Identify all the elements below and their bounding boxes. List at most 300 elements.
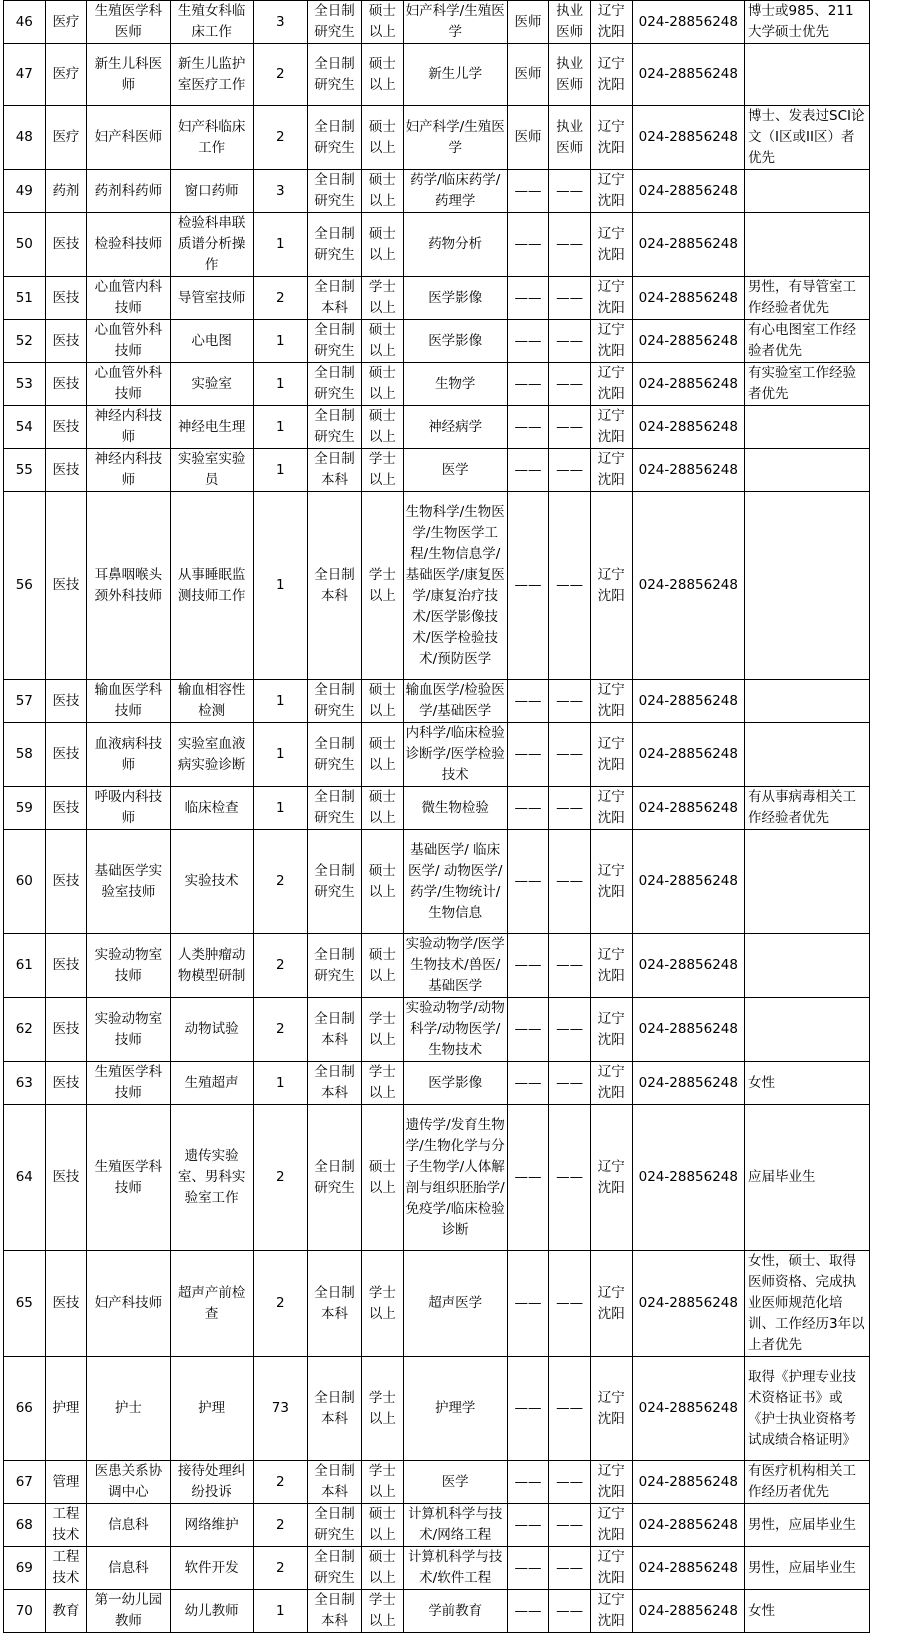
phone-text: 024-28856248 (638, 746, 738, 762)
location-cell (590, 106, 632, 170)
headcount-cell (253, 998, 307, 1062)
table-row (4, 830, 870, 934)
row-number-text: 55 (15, 461, 33, 478)
education-type-cell (307, 1504, 361, 1547)
category-cell (45, 106, 87, 170)
certificate-text: 执业医师 (556, 118, 584, 156)
phone-cell (632, 830, 744, 934)
degree-cell (362, 1504, 404, 1547)
requirements-cell (745, 1504, 870, 1547)
major-text: 生物科学/生物医学/生物医学工程/生物信息学/基础医学/康复医学/康复治疗技术/医学影像技术/医学检验技术/预防医学 (405, 503, 505, 667)
education-type-text: 全日制研究生 (314, 1549, 355, 1586)
education-type-text: 全日制研究生 (314, 55, 355, 93)
category-cell (45, 449, 87, 492)
headcount-cell (253, 934, 307, 998)
education-type-cell (307, 1461, 361, 1504)
education-type-cell (307, 277, 361, 320)
phone-cell (632, 1, 744, 44)
category-text: 医技 (52, 873, 80, 889)
requirements-cell (745, 1357, 870, 1461)
education-type-cell (307, 449, 361, 492)
headcount-text: 1 (276, 375, 285, 392)
headcount-text: 2 (276, 1295, 285, 1311)
table-row (4, 106, 870, 170)
category-text: 医技 (52, 799, 80, 816)
education-type-text: 全日制研究生 (314, 118, 355, 156)
professional-title-cell (507, 1547, 549, 1590)
phone-text: 024-28856248 (638, 1602, 738, 1619)
category-text: 医技 (52, 957, 80, 973)
degree-text: 学士以上 (368, 1463, 396, 1500)
requirements-cell (745, 213, 870, 277)
headcount-text: 1 (276, 799, 285, 816)
degree-text: 学士以上 (368, 1389, 396, 1427)
education-type-text: 全日制本科 (314, 1463, 355, 1500)
category-text: 医技 (52, 289, 80, 306)
professional-title-cell (507, 320, 549, 363)
professional-title-cell (507, 1, 549, 44)
location-cell (590, 1504, 632, 1547)
headcount-cell (253, 1547, 307, 1590)
category-cell (45, 1105, 87, 1251)
education-type-text: 全日制研究生 (314, 322, 355, 359)
degree-text: 硕士以上 (368, 735, 396, 773)
department-cell (87, 320, 170, 363)
row-number-text: 63 (15, 1074, 33, 1091)
education-type-cell (307, 363, 361, 406)
professional-title-text: 医师 (514, 66, 542, 82)
requirements-cell (745, 44, 870, 106)
department-text: 心血管内科技师 (94, 279, 163, 316)
education-type-text: 全日制研究生 (314, 408, 355, 445)
professional-title-text: —— (514, 1400, 542, 1416)
requirements-cell (745, 1590, 870, 1633)
education-type-text: 全日制研究生 (314, 682, 355, 719)
certificate-cell (549, 44, 591, 106)
degree-text: 学士以上 (368, 566, 396, 604)
degree-cell (362, 934, 404, 998)
degree-text: 学士以上 (368, 1592, 396, 1629)
professional-title-text: —— (514, 182, 542, 199)
department-cell (87, 934, 170, 998)
professional-title-cell (507, 363, 549, 406)
department-text: 心血管外科技师 (94, 365, 163, 402)
major-cell (403, 830, 507, 934)
headcount-cell (253, 449, 307, 492)
category-cell (45, 830, 87, 934)
professional-title-text: —— (514, 461, 542, 478)
phone-cell (632, 449, 744, 492)
certificate-cell (549, 363, 591, 406)
degree-cell (362, 787, 404, 830)
position-text: 生殖女科临床工作 (177, 3, 246, 40)
location-cell (590, 44, 632, 106)
department-cell (87, 449, 170, 492)
professional-title-cell (507, 213, 549, 277)
degree-text: 硕士以上 (368, 322, 396, 359)
degree-cell (362, 830, 404, 934)
major-text: 遗传学/发育生物学/生物化学与分子生物学/人体解剖与组织胚胎学/免疫学/临床检验诊断 (405, 1116, 505, 1238)
row-number-text: 53 (15, 375, 33, 392)
professional-title-text: —— (514, 873, 542, 889)
education-type-text: 全日制研究生 (314, 1158, 355, 1196)
row-number-cell (4, 1504, 46, 1547)
degree-text: 硕士以上 (368, 225, 396, 263)
phone-cell (632, 1590, 744, 1633)
phone-cell (632, 1461, 744, 1504)
major-text: 神经病学 (428, 418, 483, 435)
requirements-cell (745, 934, 870, 998)
professional-title-text: —— (514, 236, 542, 252)
location-cell (590, 492, 632, 680)
major-text: 计算机科学与技术/网络工程 (407, 1506, 503, 1543)
professional-title-cell (507, 1590, 549, 1633)
position-cell (170, 363, 253, 406)
certificate-cell (549, 934, 591, 998)
professional-title-cell (507, 449, 549, 492)
table-row (4, 492, 870, 680)
professional-title-cell (507, 1251, 549, 1357)
certificate-text: —— (556, 418, 584, 435)
requirements-cell (745, 320, 870, 363)
certificate-text: —— (556, 799, 584, 816)
department-cell (87, 680, 170, 723)
category-text: 医技 (52, 236, 80, 252)
location-text: 辽宁沈阳 (597, 1592, 625, 1629)
department-cell (87, 1251, 170, 1357)
location-text: 辽宁沈阳 (597, 3, 625, 40)
headcount-cell (253, 1504, 307, 1547)
category-text: 工程技术 (52, 1506, 80, 1543)
phone-cell (632, 170, 744, 213)
education-type-cell (307, 723, 361, 787)
headcount-text: 1 (276, 577, 285, 593)
headcount-text: 1 (276, 461, 285, 478)
requirements-cell (745, 170, 870, 213)
position-text: 实验技术 (184, 873, 239, 889)
major-cell (403, 680, 507, 723)
headcount-cell (253, 213, 307, 277)
major-cell (403, 1, 507, 44)
professional-title-text: —— (514, 1602, 542, 1619)
department-text: 实验动物室技师 (94, 946, 163, 984)
category-cell (45, 1062, 87, 1105)
certificate-text: —— (556, 873, 584, 889)
headcount-text: 1 (276, 236, 285, 252)
location-cell (590, 449, 632, 492)
certificate-cell (549, 998, 591, 1062)
degree-cell (362, 106, 404, 170)
table-row (4, 1357, 870, 1461)
professional-title-cell (507, 934, 549, 998)
major-cell (403, 363, 507, 406)
degree-cell (362, 320, 404, 363)
department-text: 生殖医学科医师 (94, 3, 163, 40)
row-number-cell (4, 44, 46, 106)
table-row (4, 406, 870, 449)
education-type-text: 全日制本科 (314, 566, 355, 604)
requirements-cell (745, 1, 870, 44)
major-text: 生物学 (434, 375, 476, 392)
professional-title-cell (507, 680, 549, 723)
phone-cell (632, 1105, 744, 1251)
major-cell (403, 170, 507, 213)
location-cell (590, 1357, 632, 1461)
requirements-cell (745, 1547, 870, 1590)
category-cell (45, 787, 87, 830)
position-text: 检验科串联质谱分析操作 (177, 215, 246, 273)
professional-title-cell (507, 1062, 549, 1105)
major-text: 内科学/临床检验诊断学/医学检验技术 (405, 725, 505, 783)
department-cell (87, 1547, 170, 1590)
department-cell (87, 998, 170, 1062)
category-cell (45, 723, 87, 787)
table-row (4, 1547, 870, 1590)
location-cell (590, 680, 632, 723)
phone-text: 024-28856248 (638, 1559, 738, 1576)
headcount-text: 2 (276, 1559, 285, 1576)
category-text: 医技 (52, 746, 80, 762)
education-type-text: 全日制研究生 (314, 3, 355, 40)
certificate-text: —— (556, 1021, 584, 1037)
department-cell (87, 213, 170, 277)
certificate-text: —— (556, 236, 584, 252)
table-row (4, 1461, 870, 1504)
education-type-text: 全日制研究生 (314, 172, 355, 209)
row-number-text: 54 (15, 418, 33, 435)
certificate-cell (549, 787, 591, 830)
major-text: 基础医学/ 临床医学/ 动物医学/药学/生物统计/生物信息 (408, 841, 503, 921)
row-number-cell (4, 1105, 46, 1251)
certificate-cell (549, 170, 591, 213)
requirements-text: 男性，应届毕业生 (748, 1559, 857, 1576)
position-text: 妇产科临床工作 (177, 118, 246, 156)
requirements-cell (745, 1105, 870, 1251)
category-cell (45, 1590, 87, 1633)
category-cell (45, 44, 87, 106)
location-text: 辽宁沈阳 (597, 1463, 625, 1500)
certificate-text: —— (556, 461, 584, 478)
professional-title-text: —— (514, 1559, 542, 1576)
education-type-text: 全日制研究生 (314, 365, 355, 402)
requirements-cell (745, 106, 870, 170)
professional-title-cell (507, 44, 549, 106)
requirements-cell (745, 492, 870, 680)
department-cell (87, 106, 170, 170)
professional-title-cell (507, 277, 549, 320)
row-number-cell (4, 320, 46, 363)
row-number-text: 58 (15, 746, 33, 762)
row-number-cell (4, 277, 46, 320)
location-text: 辽宁沈阳 (597, 1158, 625, 1196)
row-number-cell (4, 1461, 46, 1504)
requirements-cell (745, 1062, 870, 1105)
department-cell (87, 170, 170, 213)
location-cell (590, 320, 632, 363)
education-type-cell (307, 1547, 361, 1590)
major-cell (403, 1504, 507, 1547)
phone-cell (632, 680, 744, 723)
professional-title-text: 医师 (514, 129, 542, 145)
location-text: 辽宁沈阳 (597, 279, 625, 316)
certificate-cell (549, 1547, 591, 1590)
certificate-cell (549, 723, 591, 787)
position-cell (170, 787, 253, 830)
location-text: 辽宁沈阳 (597, 1064, 625, 1101)
location-text: 辽宁沈阳 (597, 1506, 625, 1543)
table-row (4, 363, 870, 406)
location-cell (590, 830, 632, 934)
education-type-cell (307, 1105, 361, 1251)
location-text: 辽宁沈阳 (597, 1549, 625, 1586)
certificate-text: —— (556, 289, 584, 306)
major-cell (403, 1062, 507, 1105)
department-cell (87, 44, 170, 106)
headcount-text: 1 (276, 418, 285, 435)
department-text: 第一幼儿园教师 (94, 1592, 163, 1629)
phone-text: 024-28856248 (638, 182, 738, 199)
headcount-cell (253, 787, 307, 830)
location-text: 辽宁沈阳 (597, 566, 625, 604)
location-cell (590, 723, 632, 787)
table-row (4, 1590, 870, 1633)
row-number-text: 62 (15, 1021, 33, 1037)
department-text: 生殖医学科技师 (94, 1158, 163, 1196)
position-text: 输血相容性检测 (177, 682, 246, 719)
education-type-cell (307, 1062, 361, 1105)
major-text: 医学 (441, 461, 469, 478)
headcount-cell (253, 1105, 307, 1251)
position-cell (170, 830, 253, 934)
position-text: 新生儿监护室医疗工作 (177, 55, 246, 93)
education-type-cell (307, 213, 361, 277)
phone-text: 024-28856248 (638, 577, 738, 593)
education-type-text: 全日制本科 (314, 451, 355, 488)
row-number-cell (4, 406, 46, 449)
headcount-text: 2 (276, 1169, 285, 1185)
location-cell (590, 213, 632, 277)
category-text: 医技 (52, 375, 80, 392)
certificate-cell (549, 213, 591, 277)
requirements-text: 取得《护理专业技术资格证书》或《护士执业资格考试成绩合格证明》 (748, 1368, 857, 1448)
row-number-text: 59 (15, 799, 33, 816)
degree-text: 硕士以上 (368, 55, 396, 93)
major-cell (403, 787, 507, 830)
row-number-cell (4, 363, 46, 406)
location-text: 辽宁沈阳 (597, 946, 625, 984)
location-text: 辽宁沈阳 (597, 735, 625, 773)
degree-cell (362, 1357, 404, 1461)
degree-text: 学士以上 (368, 1064, 396, 1101)
table-row (4, 449, 870, 492)
row-number-text: 69 (15, 1559, 33, 1576)
department-text: 信息科 (108, 1559, 149, 1576)
headcount-cell (253, 1461, 307, 1504)
position-cell (170, 1062, 253, 1105)
location-text: 辽宁沈阳 (597, 1010, 625, 1048)
category-text: 教育 (52, 1602, 80, 1619)
headcount-cell (253, 406, 307, 449)
education-type-text: 全日制研究生 (314, 946, 355, 984)
table-row (4, 1105, 870, 1251)
certificate-cell (549, 106, 591, 170)
professional-title-text: —— (514, 1021, 542, 1037)
certificate-cell (549, 830, 591, 934)
row-number-text: 64 (15, 1169, 33, 1185)
position-cell (170, 1357, 253, 1461)
headcount-cell (253, 363, 307, 406)
position-cell (170, 170, 253, 213)
certificate-text: 执业医师 (556, 3, 584, 40)
major-cell (403, 1461, 507, 1504)
headcount-text: 2 (276, 1516, 285, 1533)
category-cell (45, 213, 87, 277)
certificate-text: —— (556, 1602, 584, 1619)
degree-text: 硕士以上 (368, 1549, 396, 1586)
table-row (4, 1504, 870, 1547)
category-text: 医技 (52, 1074, 80, 1091)
requirements-text: 有心电图室工作经验者优先 (748, 322, 857, 359)
certificate-cell (549, 1062, 591, 1105)
requirements-cell (745, 998, 870, 1062)
professional-title-text: —— (514, 1516, 542, 1533)
major-cell (403, 449, 507, 492)
professional-title-text: —— (514, 799, 542, 816)
degree-cell (362, 492, 404, 680)
position-cell (170, 1547, 253, 1590)
education-type-text: 全日制本科 (314, 279, 355, 316)
major-text: 医学影像 (428, 332, 483, 349)
professional-title-text: —— (514, 375, 542, 392)
certificate-text: —— (556, 1559, 584, 1576)
education-type-cell (307, 1, 361, 44)
requirements-text: 应届毕业生 (748, 1169, 816, 1185)
requirements-text: 男性，应届毕业生 (748, 1516, 857, 1533)
location-cell (590, 1461, 632, 1504)
category-text: 管理 (52, 1473, 80, 1490)
row-number-cell (4, 1547, 46, 1590)
certificate-text: —— (556, 1074, 584, 1091)
major-text: 微生物检验 (421, 799, 489, 816)
education-type-text: 全日制研究生 (314, 225, 355, 263)
major-text: 实验动物学/动物科学/动物医学/生物技术 (405, 1000, 505, 1058)
department-text: 实验动物室技师 (94, 1010, 163, 1048)
headcount-cell (253, 492, 307, 680)
headcount-cell (253, 830, 307, 934)
phone-cell (632, 998, 744, 1062)
headcount-cell (253, 1, 307, 44)
row-number-cell (4, 1251, 46, 1357)
degree-cell (362, 1251, 404, 1357)
major-cell (403, 406, 507, 449)
education-type-cell (307, 1251, 361, 1357)
row-number-cell (4, 1357, 46, 1461)
professional-title-text: —— (514, 289, 542, 306)
category-cell (45, 492, 87, 680)
location-cell (590, 1590, 632, 1633)
department-cell (87, 1105, 170, 1251)
position-text: 遗传实验室、男科实验室工作 (177, 1148, 246, 1206)
table-row (4, 170, 870, 213)
certificate-cell (549, 1, 591, 44)
degree-text: 硕士以上 (368, 862, 396, 900)
department-text: 心血管外科技师 (94, 322, 163, 359)
degree-cell (362, 680, 404, 723)
department-cell (87, 830, 170, 934)
category-text: 医技 (52, 1169, 80, 1185)
position-cell (170, 492, 253, 680)
position-text: 导管室技师 (177, 289, 246, 306)
